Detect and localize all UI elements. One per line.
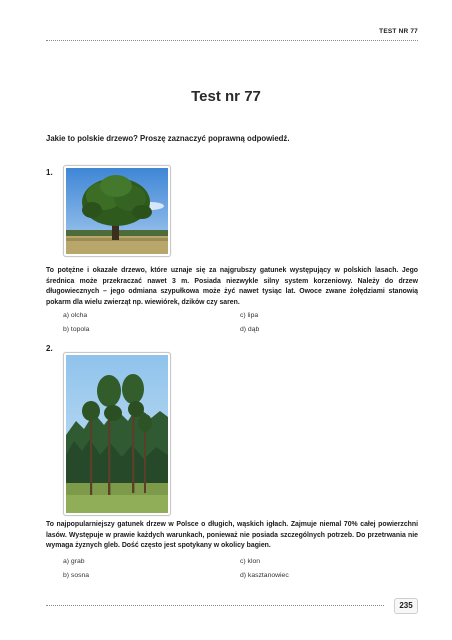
item-2-description: To najpopularniejszy gatunek drzew w Polsce o długich, wąskich igłach. Zajmuje niemal 70% całej powierzchni lasów. Występuje w prawie każdych warunkach, ponieważ nie posiada szczególnych potrzeb. Do przetrwania nie wymaga żyznych gleb. Dość często jest spotykany w okolicy bagien. — [46, 521, 418, 550]
page-number: 235 — [394, 598, 418, 614]
item-1-option-a[interactable]: a) olcha — [63, 312, 88, 319]
oak-tree-image — [66, 168, 168, 254]
item-2-option-c[interactable]: c) klon — [240, 558, 261, 565]
bottom-rule — [46, 605, 384, 606]
item-2-option-d[interactable]: d) kasztanowiec — [240, 572, 289, 579]
item-2-option-a[interactable]: a) grab — [63, 558, 85, 565]
item-1-option-b[interactable]: b) topola — [63, 326, 90, 333]
item-1-number: 1. — [46, 168, 53, 177]
item-2-number: 2. — [46, 344, 53, 353]
running-header: TEST NR 77 — [379, 28, 418, 35]
pine-tree-image — [66, 355, 168, 513]
top-rule — [46, 40, 418, 41]
item-1-option-d[interactable]: d) dąb — [240, 326, 260, 333]
pine-forest-photo — [63, 352, 171, 516]
item-1-description: To potężne i okazałe drzewo, które uznaje się za najgrubszy gatunek występujący w polskich lasach. Jego średnica może przekraczać nawet 3 m. Posiada niezwykle silny system korzeniowy. Należy do drzew długowiecznych – jego odmiana szypułkowa może żyć nawet tysiąc lat. Owoce zwane żołędziami stanowią pokarm dla wielu zwierząt np. wiewiórek, dzików czy saren. — [46, 267, 418, 306]
item-2-option-b[interactable]: b) sosna — [63, 572, 90, 579]
question-text: Jakie to polskie drzewo? Proszę zaznaczyć poprawną odpowiedź. — [46, 134, 290, 143]
page-title: Test nr 77 — [191, 88, 261, 105]
oak-tree-photo — [63, 165, 171, 257]
item-1-option-c[interactable]: c) lipa — [240, 312, 259, 319]
